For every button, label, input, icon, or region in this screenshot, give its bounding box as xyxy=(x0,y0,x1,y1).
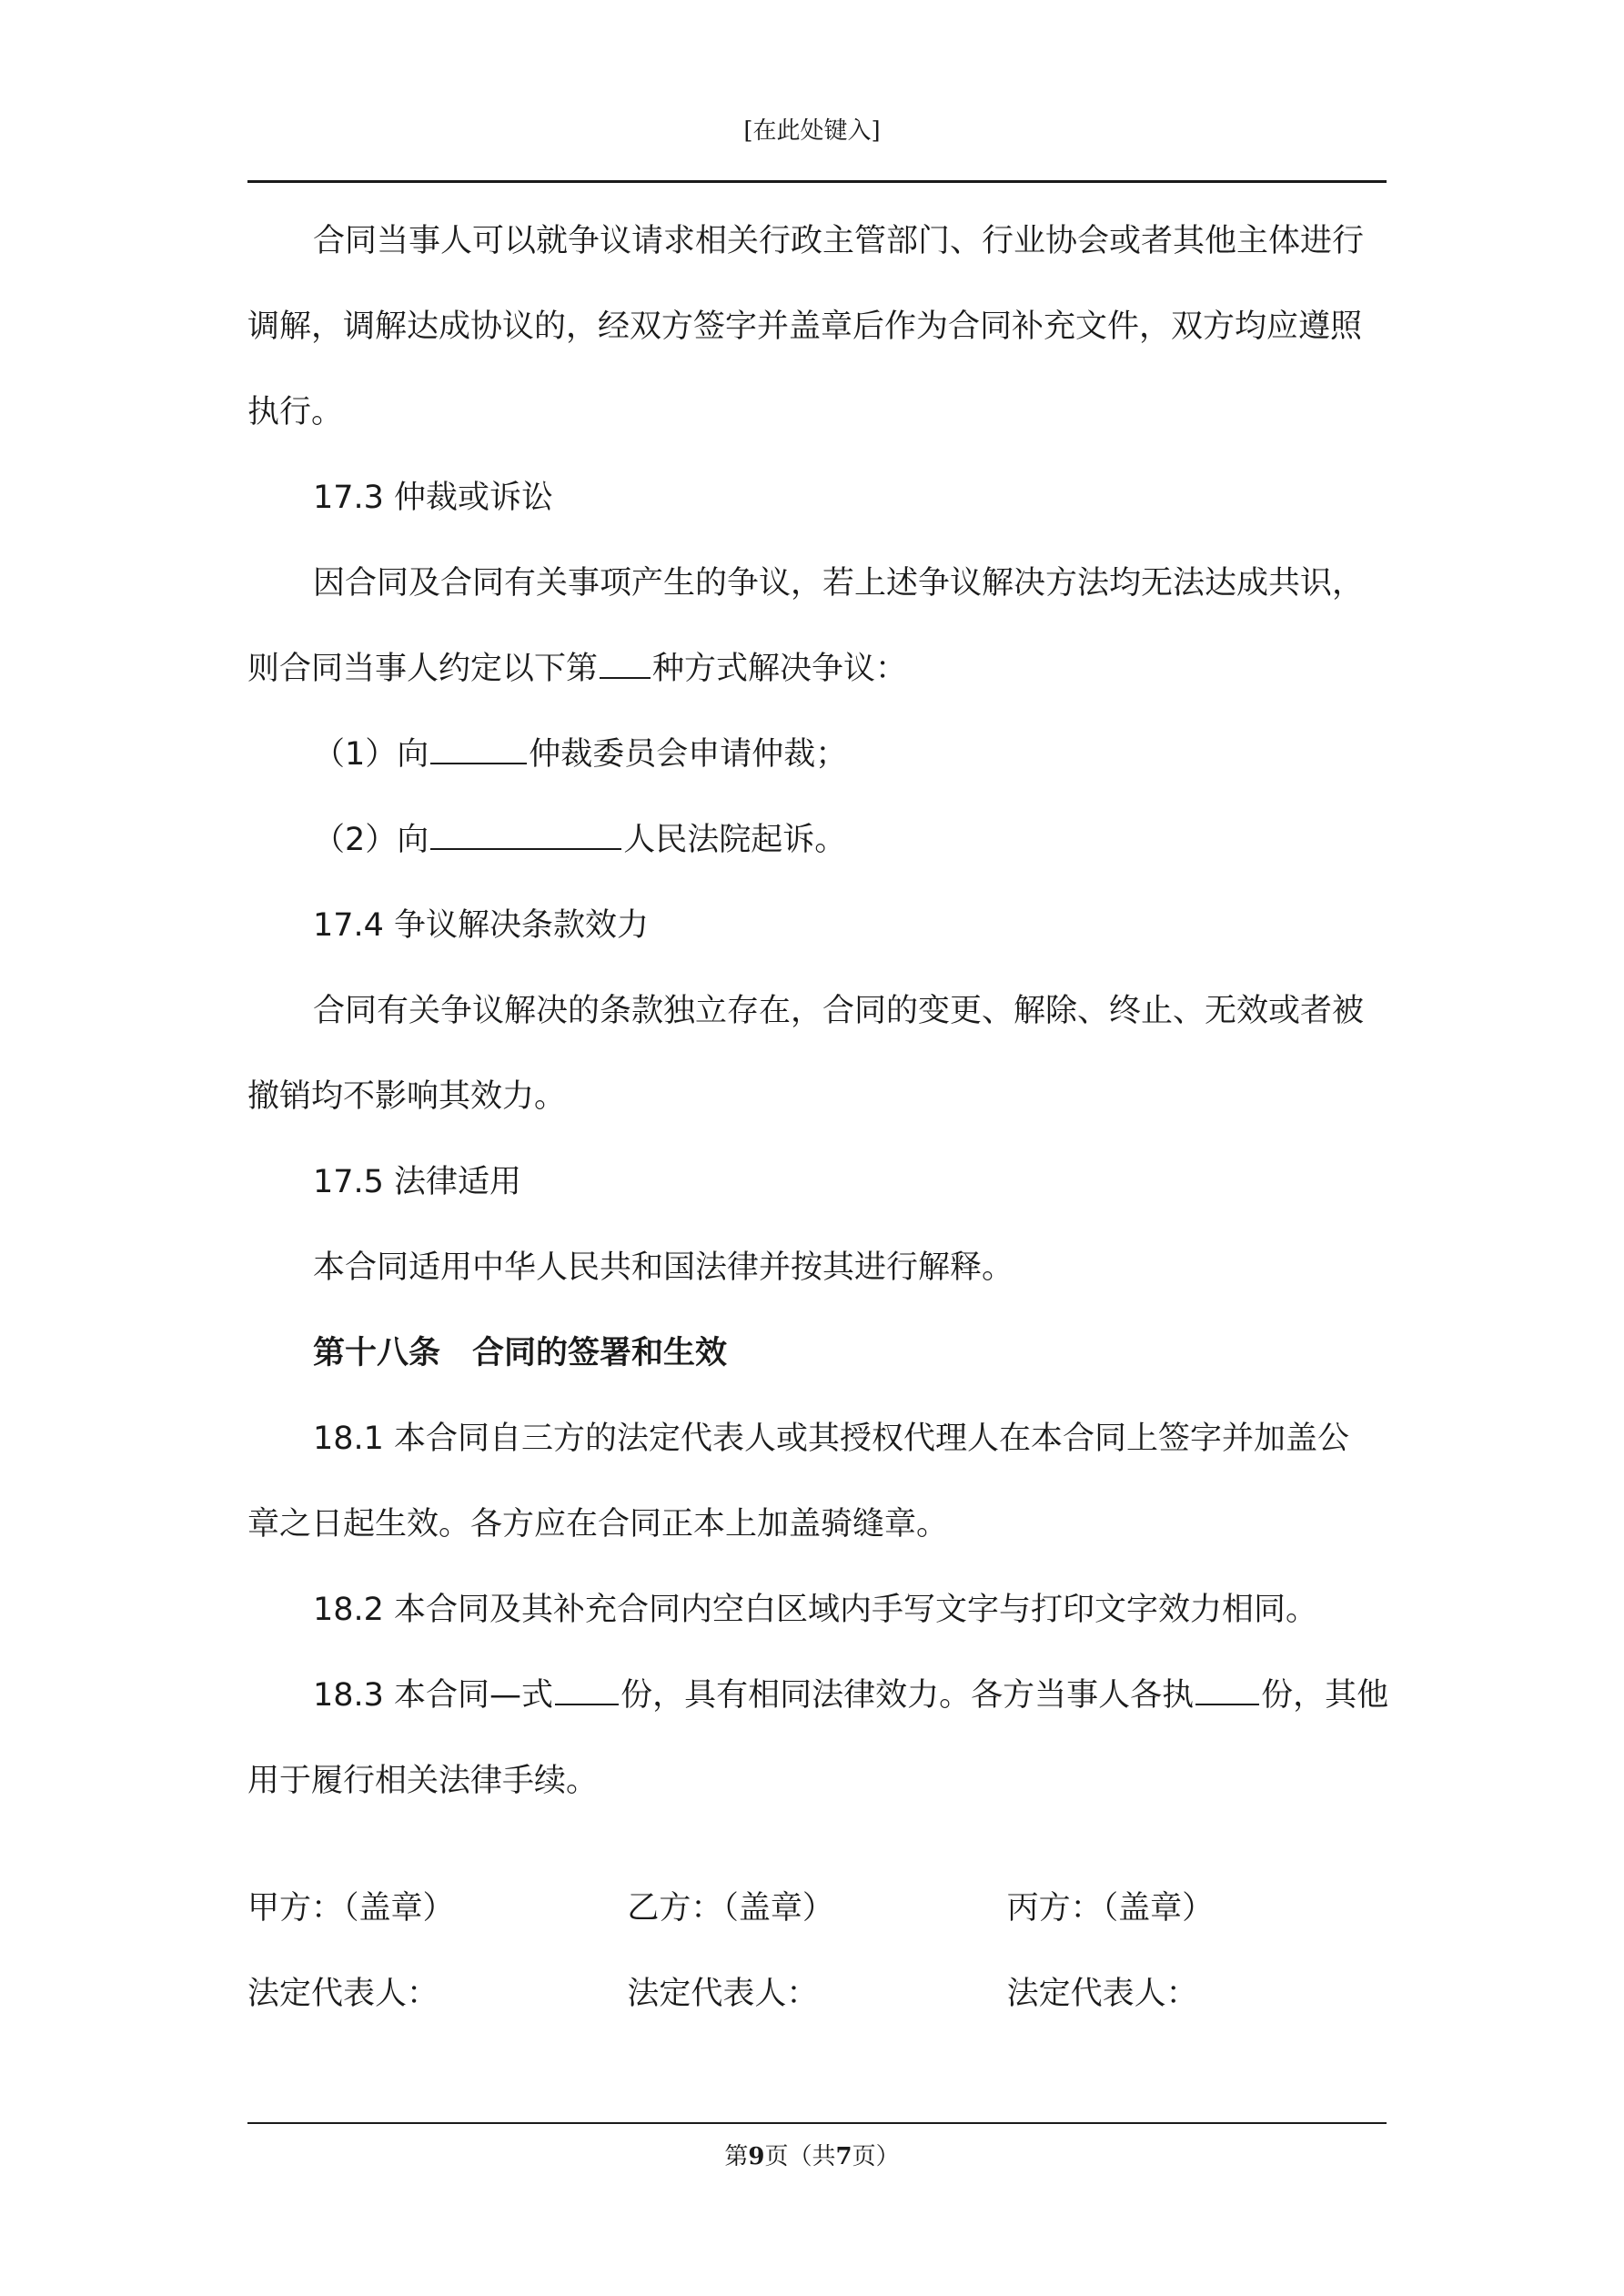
paragraph-mediation-line-2: 调解，调解达成协议的，经双方签字并盖章后作为合同补充文件，双方均应遵照 xyxy=(247,308,1363,345)
arbitration-commission-blank[interactable] xyxy=(430,731,527,764)
footer-middle: 页（共 xyxy=(764,2143,836,2170)
total-page-number: 7 xyxy=(835,2143,852,2170)
paragraph-independence-line-1: 合同有关争议解决的条款独立存在，合同的变更、解除、终止、无效或者被 xyxy=(313,993,1365,1029)
option-1-text: 仲裁委员会申请仲裁； xyxy=(529,736,848,773)
paragraph-dispute-line-1: 因合同及合同有关事项产生的争议，若上述争议解决方法均无法达成共识， xyxy=(313,565,1365,602)
section-heading-17-4: 17.4 争议解决条款效力 xyxy=(313,907,650,944)
document-body xyxy=(247,198,1387,1824)
copies-each-blank[interactable] xyxy=(1195,1672,1259,1705)
article-18-heading: 第十八条 合同的签署和生效 xyxy=(313,1335,728,1371)
party-b-seal: 乙方：（盖章） xyxy=(627,1890,834,1927)
signature-representative-row xyxy=(247,1971,1387,2017)
clause-18-2: 18.2 本合同及其补充合同内空白区域内手写文字与打印文字效力相同。 xyxy=(313,1592,1318,1628)
dispute-text-a: 则合同当事人约定以下第 xyxy=(247,651,599,687)
party-c-seal: 丙方：（盖章） xyxy=(1006,1890,1215,1927)
section-heading-17-3: 17.3 仲裁或诉讼 xyxy=(313,480,554,516)
page-header: [在此处键入] xyxy=(743,117,881,145)
party-c-representative: 法定代表人： xyxy=(1006,1976,1198,2012)
paragraph-governing-law: 本合同适用中华人民共和国法律并按其进行解释。 xyxy=(313,1249,1014,1286)
clause-18-1-line-2: 章之日起生效。各方应在合同正本上加盖骑缝章。 xyxy=(247,1506,949,1542)
dispute-text-b: 种方式解决争议： xyxy=(652,651,908,687)
footer-prefix: 第 xyxy=(724,2143,749,2170)
clause-18-3-line-1 xyxy=(247,1653,1387,1738)
option-litigation xyxy=(247,797,1387,883)
paragraph-independence-line-2: 撤销均不影响其效力。 xyxy=(247,1078,567,1115)
paragraph-mediation-line-1: 合同当事人可以就争议请求相关行政主管部门、行业协会或者其他主体进行 xyxy=(313,223,1365,259)
page-footer xyxy=(0,2140,1624,2173)
party-a-seal: 甲方：（盖章） xyxy=(247,1890,455,1927)
option-2-prefix: （2）向 xyxy=(313,822,429,858)
section-heading-17-5: 17.5 法律适用 xyxy=(313,1164,522,1200)
footer-suffix: 页） xyxy=(852,2143,900,2170)
party-a-representative: 法定代表人： xyxy=(247,1976,439,2012)
party-b-representative: 法定代表人： xyxy=(627,1976,819,2012)
clause-18-1-line-1: 18.1 本合同自三方的法定代表人或其授权代理人在本合同上签字并加盖公 xyxy=(313,1421,1350,1457)
copies-total-blank[interactable] xyxy=(555,1672,619,1705)
clause-18-3-line-2: 用于履行相关法律手续。 xyxy=(247,1763,599,1799)
paragraph-mediation-line-3: 执行。 xyxy=(247,394,344,430)
clause-18-3-text-a: 18.3 本合同—式 xyxy=(313,1677,554,1714)
footer-divider xyxy=(247,2122,1387,2124)
paragraph-dispute-line-2 xyxy=(247,626,1387,712)
method-number-blank[interactable] xyxy=(600,645,651,679)
current-page-number: 9 xyxy=(748,2143,765,2170)
option-arbitration xyxy=(247,712,1387,797)
court-name-blank[interactable] xyxy=(430,816,621,850)
option-2-text: 人民法院起诉。 xyxy=(623,822,847,858)
header-divider xyxy=(247,180,1387,183)
clause-18-3-text-b: 份，具有相同法律效力。各方当事人各执 xyxy=(620,1677,1195,1714)
option-1-prefix: （1）向 xyxy=(313,736,429,773)
signature-seal-row xyxy=(247,1886,1387,1931)
clause-18-3-text-c: 份，其他 xyxy=(1261,1677,1389,1714)
